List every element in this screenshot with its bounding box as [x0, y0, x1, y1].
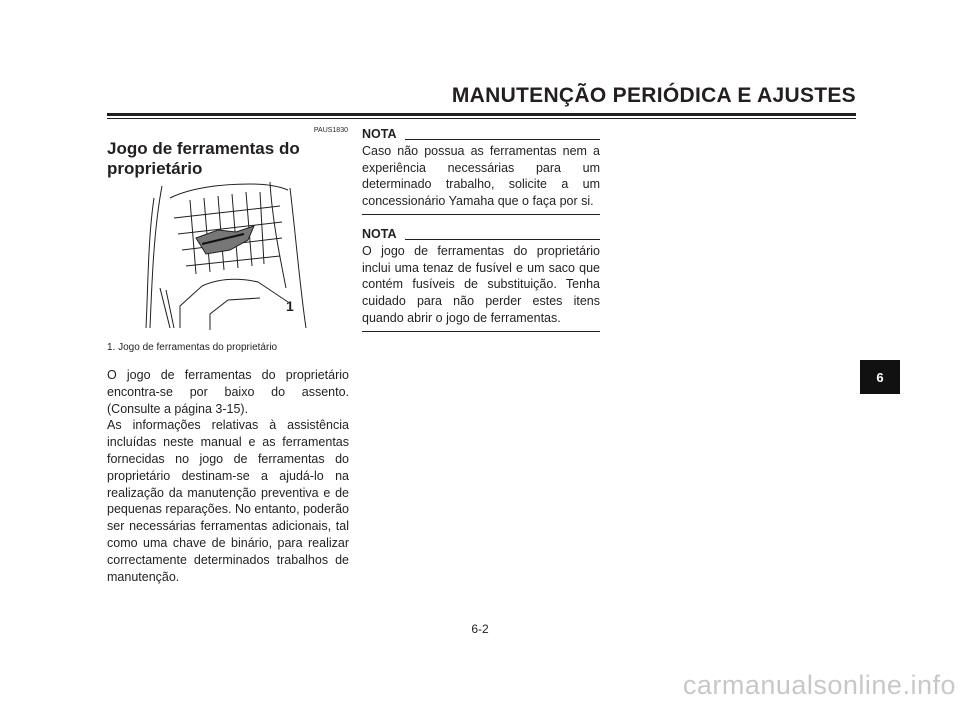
toolkit-illustration: [140, 178, 310, 330]
note-text: O jogo de ferramentas do proprietário inclui uma tenaz de fusível e um saco que contém fusíveis de substituição. Tenha cuidado para não perder estes itens quando abrir o jogo de ferramentas.: [362, 243, 600, 325]
note-title-rule: [405, 139, 601, 140]
page-number: 6-2: [471, 622, 489, 636]
chapter-tab: 6: [860, 360, 900, 394]
section-title: Jogo de ferramentas do proprietário: [107, 139, 300, 178]
body-paragraph: As informações relativas à assistência incluídas neste manual e as ferramentas fornecidas no jogo de ferramentas do proprietário destinam-se a ajudá-lo na realização da manutenção preventiva e de pequenas reparações. No entanto, poderão ser necessárias ferramentas adicionais, tal como uma chave de binário, para realizar correctamente determinados trabalhos de manutenção.: [107, 418, 349, 584]
note-end-rule: [362, 331, 600, 332]
watermark: carmanualsonline.info: [682, 670, 956, 700]
note-text: Caso não possua as ferramentas nem a experiência necessárias para um determinado trabalho, solicite a um concessionário Yamaha que o faça por si.: [362, 143, 600, 209]
body-paragraph: O jogo de ferramentas do proprietário encontra-se por baixo do assento. (Consulte a página 3-15).: [107, 368, 349, 416]
section-code: PAUS1830: [313, 127, 348, 134]
header-rule-thin: [107, 118, 856, 119]
note-box: [362, 126, 600, 215]
note-title: NOTA: [362, 227, 397, 241]
page-header-title: MANUTENÇÃO PERIÓDICA E AJUSTES: [451, 84, 856, 107]
header-rule-thick: [107, 113, 856, 116]
note-box: [362, 226, 600, 332]
note-title-rule: [405, 239, 601, 240]
figure-callout-label: 1: [286, 298, 294, 314]
note-end-rule: [362, 214, 600, 215]
figure-caption: 1. Jogo de ferramentas do proprietário: [107, 342, 278, 353]
section-body: [107, 367, 349, 585]
note-title: NOTA: [362, 127, 397, 141]
